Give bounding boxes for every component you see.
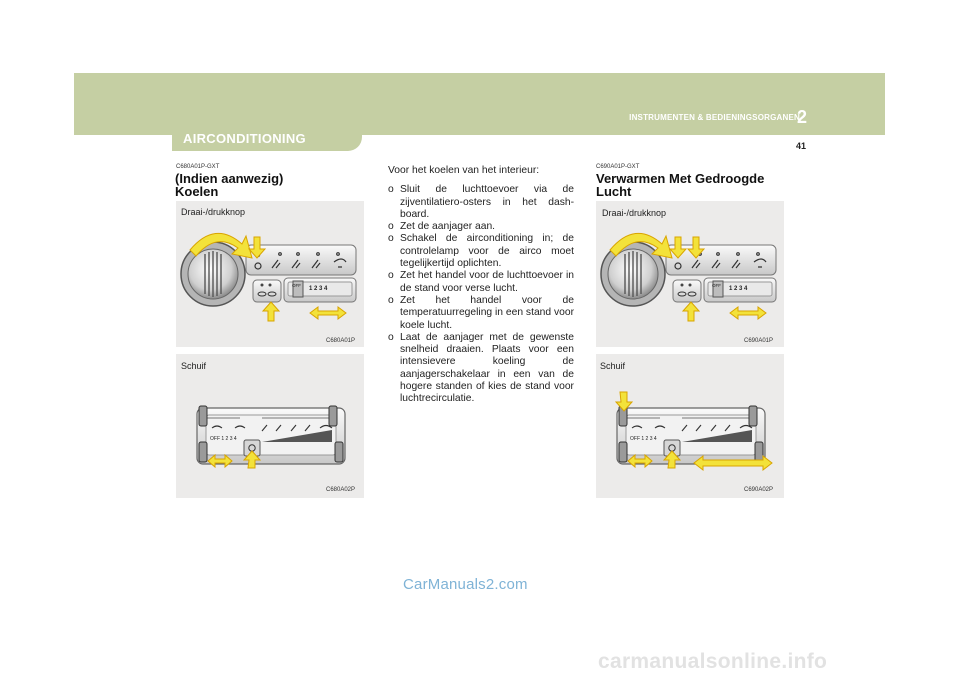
instruction-item: o Laat de aanjager met de gewenste snelheid draaien. Plaats voor een intensievere koeling de aanjagerschakelaar in een van de hogere standen of kies de stand voor luchtrecirculatie. xyxy=(388,331,574,405)
right-section-code: C690A01P-GXT xyxy=(596,164,640,170)
up-arrow xyxy=(263,302,279,321)
figure-label: Schuif xyxy=(600,361,626,371)
bullet: o xyxy=(388,184,394,196)
watermark-carmanualsonline: carmanualsonline.info xyxy=(598,650,828,673)
page-number: 41 xyxy=(796,141,807,151)
figure-code: C680A02P xyxy=(326,487,356,493)
slider-unit xyxy=(617,406,765,464)
fan-off-label: OFF xyxy=(712,283,721,288)
figure-label: Schuif xyxy=(181,361,207,371)
slider-unit xyxy=(197,406,345,464)
chapter-title: INSTRUMENTEN & BEDIENINGSORGANEN xyxy=(629,113,800,122)
double-arrow xyxy=(310,307,346,319)
figure-label: Draai-/drukknop xyxy=(602,208,667,218)
fan-off-label: OFF xyxy=(292,283,301,288)
left-heading-line1: (Indien aanwezig) xyxy=(175,171,284,186)
bullet: o xyxy=(388,270,394,282)
bullet: o xyxy=(388,233,394,245)
ac-control-unit xyxy=(601,242,776,306)
right-heading-line2: Lucht xyxy=(596,184,632,199)
double-arrow xyxy=(730,307,766,319)
section-title: AIRCONDITIONING xyxy=(183,131,306,146)
ac-control-unit xyxy=(181,242,356,306)
figure-code: C690A01P xyxy=(744,338,774,344)
instruction-item: o Schakel de airconditioning in; de controlelamp voor de airco moet tegelijkertijd oplichten. xyxy=(388,233,574,270)
instruction-item: o Zet het handel voor de temperatuurregeling in een stand voor koele lucht. xyxy=(388,294,575,331)
figure-code: C690A02P xyxy=(744,487,774,493)
right-heading-line1: Verwarmen Met Gedroogde xyxy=(596,171,765,186)
fan-speed-labels: 1 2 3 4 xyxy=(309,286,328,292)
left-section-code: C680A01P-GXT xyxy=(176,164,220,170)
bullet: o xyxy=(388,331,394,343)
instruction-item: o Zet de aanjager aan. xyxy=(388,221,496,233)
figure-label: Draai-/drukknop xyxy=(181,207,246,217)
figure-code: C680A01P xyxy=(326,338,356,344)
left-heading-line2: Koelen xyxy=(175,184,219,199)
chapter-number: 2 xyxy=(797,107,808,127)
up-arrow xyxy=(683,302,699,321)
slider-scale-label: OFF 1 2 3 4 xyxy=(210,436,237,442)
instructions-intro: Voor het koelen van het interieur: xyxy=(388,165,540,176)
fan-speed-labels: 1 2 3 4 xyxy=(729,286,748,292)
slider-scale-label: OFF 1 2 3 4 xyxy=(630,436,657,442)
bullet: o xyxy=(388,294,394,306)
instruction-item: o Sluit de luchttoevoer via de zijventilatiero-osters in het dash-board. xyxy=(388,184,574,220)
watermark-carmanuals2: CarManuals2.com xyxy=(403,576,528,593)
bullet: o xyxy=(388,221,394,233)
instruction-item: o Zet het handel voor de luchttoevoer in de stand voor verse lucht. xyxy=(388,270,574,294)
